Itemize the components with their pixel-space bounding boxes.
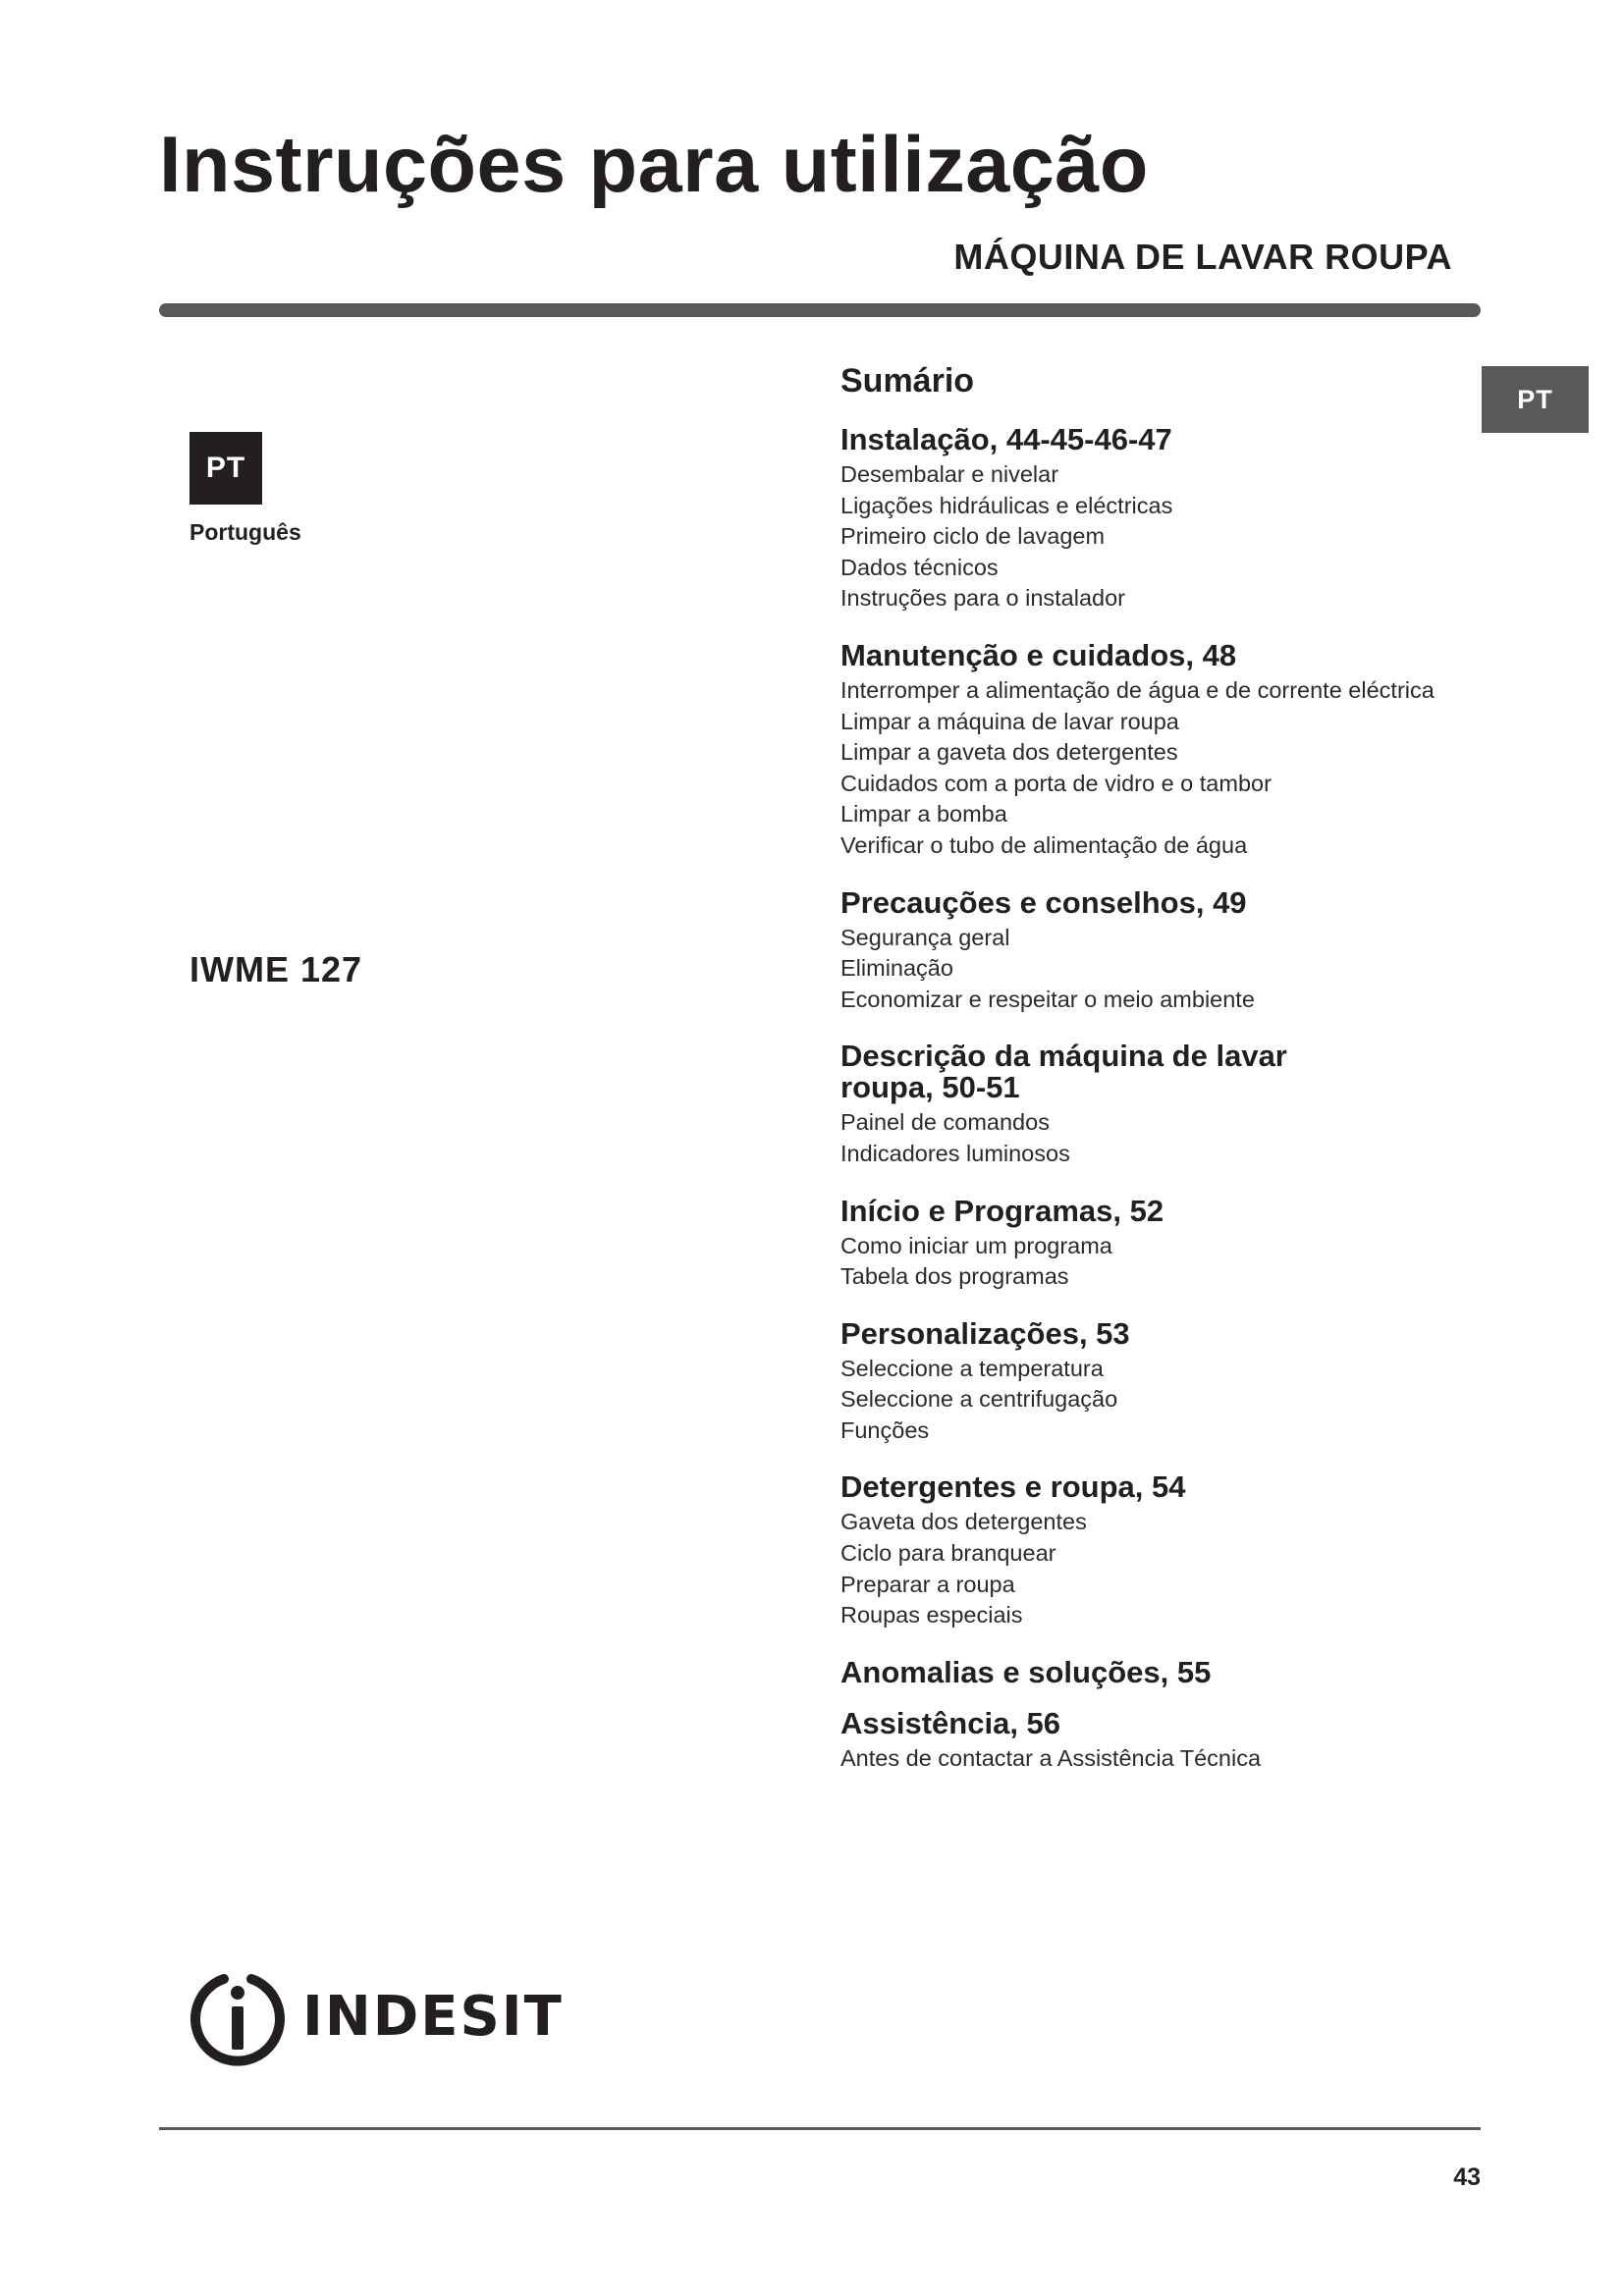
toc-section: [840, 884, 1489, 1016]
toc-item: Instruções para o instalador: [840, 585, 1125, 612]
toc-section-heading: Assistência, 56: [840, 1705, 1061, 1740]
document-subtitle: MÁQUINA DE LAVAR ROUPA: [953, 237, 1452, 277]
toc-section-heading: Anomalias e soluções, 55: [840, 1654, 1212, 1689]
toc-sections: [840, 424, 1489, 1774]
toc-item: Ciclo para branquear: [840, 1540, 1056, 1567]
page-title: Instruções para utilização: [159, 121, 1149, 209]
toc-section: [840, 424, 1489, 614]
toc-section: [840, 1193, 1489, 1293]
toc-item: Gaveta dos detergentes: [840, 1509, 1087, 1535]
toc-item: Seleccione a centrifugação: [840, 1386, 1118, 1413]
toc-section-heading: Detergentes e roupa, 54: [840, 1469, 1186, 1505]
toc-item: Dados técnicos: [840, 554, 999, 580]
brand-logo: [187, 1965, 564, 2067]
toc-item: Indicadores luminosos: [840, 1140, 1070, 1166]
toc-item: Preparar a roupa: [840, 1571, 1015, 1597]
indesit-logo-icon: [187, 1965, 289, 2067]
model-number: IWME 127: [189, 949, 363, 989]
toc-section-heading: Precauções e conselhos, 49: [840, 884, 1247, 920]
toc-item: Primeiro ciclo de lavagem: [840, 523, 1106, 550]
toc-item: Painel de comandos: [840, 1109, 1050, 1136]
toc-item: Interromper a alimentação de água e de corrente eléctrica: [840, 676, 1435, 703]
toc-item: Limpar a bomba: [840, 801, 1007, 828]
toc-section-heading: Personalizações, 53: [840, 1315, 1130, 1351]
toc-section: [840, 1654, 1489, 1689]
toc-section-heading: Manutenção e cuidados, 48: [840, 637, 1237, 672]
toc-item: Eliminação: [840, 955, 953, 982]
toc-item: Cuidados com a porta de vidro e o tambor: [840, 770, 1272, 796]
language-side-tab: PT: [1482, 366, 1589, 433]
toc-section-heading: Descrição da máquina de lavar roupa, 50-51: [840, 1039, 1287, 1105]
toc-item: Economizar e respeitar o meio ambiente: [840, 986, 1255, 1012]
toc-item: Ligações hidráulicas e eléctricas: [840, 492, 1173, 518]
footer-divider: [159, 2127, 1481, 2130]
toc-item: Segurança geral: [840, 924, 1010, 950]
toc-section: [840, 1315, 1489, 1447]
toc-item: Roupas especiais: [840, 1602, 1023, 1629]
toc-item: Antes de contactar a Assistência Técnica: [840, 1744, 1262, 1771]
toc-item: Desembalar e nivelar: [840, 461, 1059, 487]
page-number: 43: [1453, 2163, 1481, 2191]
toc-item: Limpar a gaveta dos detergentes: [840, 739, 1178, 766]
toc-item: Tabela dos programas: [840, 1263, 1069, 1290]
language-badge: PT: [189, 432, 262, 505]
language-name: Português: [189, 519, 301, 545]
brand-name: INDESIT: [302, 1984, 564, 2049]
toc-item: Verificar o tubo de alimentação de água: [840, 831, 1248, 858]
toc-item: Limpar a máquina de lavar roupa: [840, 708, 1179, 734]
toc-section: [840, 637, 1489, 862]
toc-section: [840, 1705, 1489, 1775]
toc-title: Sumário: [840, 362, 975, 400]
toc-item: Funções: [840, 1416, 930, 1443]
toc-section: [840, 1471, 1489, 1630]
toc-item: Seleccione a temperatura: [840, 1355, 1104, 1381]
toc-section-heading: Início e Programas, 52: [840, 1193, 1164, 1228]
header-divider: [159, 303, 1481, 317]
toc-section-heading: Instalação, 44-45-46-47: [840, 422, 1172, 456]
toc-section: [840, 1041, 1489, 1169]
table-of-contents: [840, 355, 1489, 1799]
toc-item: Como iniciar um programa: [840, 1232, 1112, 1258]
